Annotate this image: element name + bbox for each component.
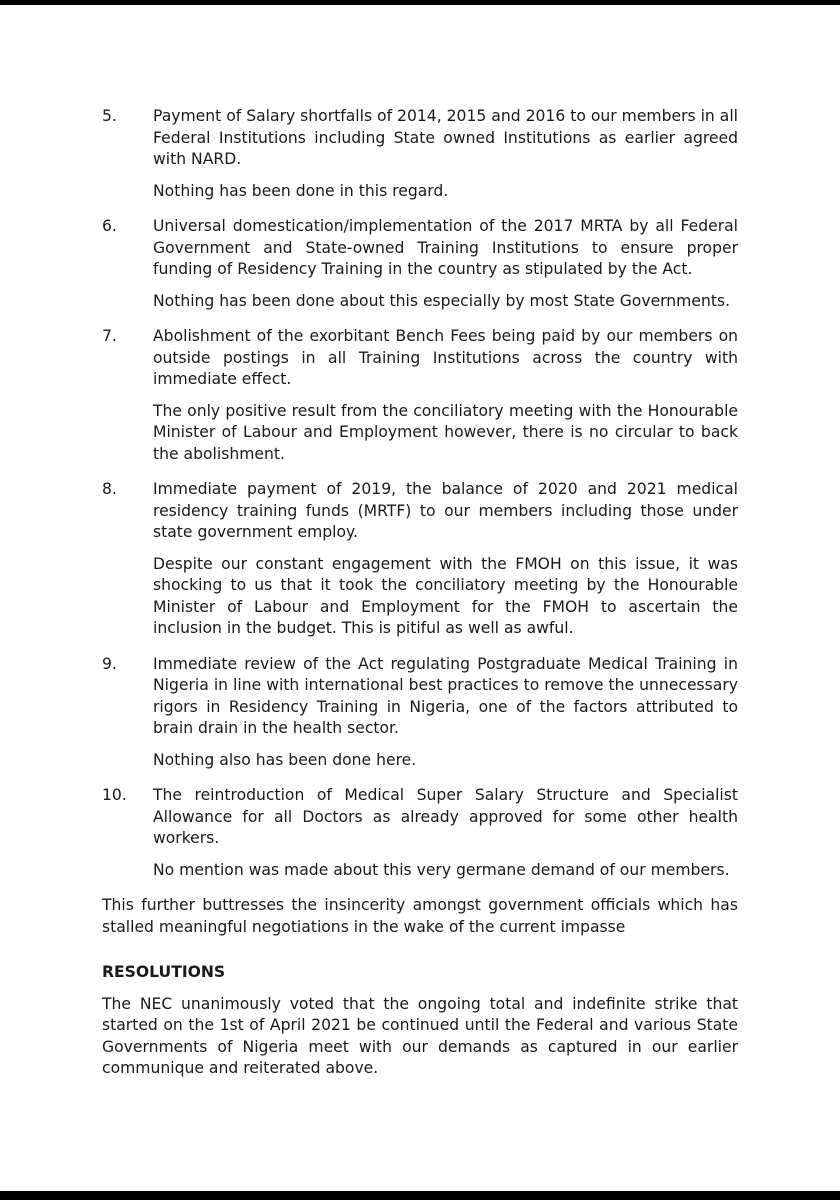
demand-text: Immediate review of the Act regulating Postgraduate Medical Training in Nigeria in line with international best practices to remove the unnecessary rigors in Residency Training in Nigeria, one of the factors attributed to brain drain in the health sector. — [153, 654, 738, 737]
demand-item-6 — [102, 216, 738, 312]
item-number: 6. — [102, 217, 117, 235]
demand-item-8 — [102, 479, 738, 640]
item-number: 10. — [102, 786, 127, 804]
response-text: Nothing also has been done here. — [153, 750, 417, 769]
demand-item-5 — [102, 106, 738, 202]
bottom-edge — [0, 1191, 840, 1200]
response-text: Nothing has been done about this especially by most State Governments. — [153, 291, 731, 310]
resolutions-paragraph: The NEC unanimously voted that the ongoing total and indefinite strike that started on the 1st of April 2021 be continued until the Federal and various State Governments of Nigeria meet with our demands as captured in our earlier communique and reiterated above. — [102, 994, 738, 1077]
item-number: 8. — [102, 480, 117, 498]
demand-item-7 — [102, 326, 738, 465]
response-text: Despite our constant engagement with the FMOH on this issue, it was shocking to us that it took the conciliatory meeting by the Honourable Minister of Labour and Employment for the FMOH to ascertain the inclusion in the budget. This is pitiful as well as awful. — [153, 554, 738, 637]
response-text: No mention was made about this very germane demand of our members. — [153, 860, 730, 879]
summary-paragraph: This further buttresses the insincerity amongst government officials which has stalled meaningful negotiations in the wake of the current impasse — [102, 896, 738, 936]
item-number: 5. — [102, 107, 117, 125]
item-number: 9. — [102, 654, 117, 673]
top-edge — [0, 0, 840, 5]
item-number: 7. — [102, 327, 117, 345]
resolutions-heading: RESOLUTIONS — [102, 963, 226, 981]
demand-item-10 — [102, 785, 738, 881]
response-text: The only positive result from the conciliatory meeting with the Honourable Minister of Labour and Employment however, there is no circular to back the abolishment. — [153, 401, 738, 463]
demand-text: Payment of Salary shortfalls of 2014, 2015 and 2016 to our members in all Federal Institutions including State owned Institutions as earlier agreed with NARD. — [153, 107, 738, 168]
demand-text: Immediate payment of 2019, the balance of 2020 and 2021 medical residency training funds (MRTF) to our members including those under state government employ. — [153, 480, 738, 541]
document-body — [102, 106, 738, 1080]
response-text: Nothing has been done in this regard. — [153, 181, 449, 200]
demand-text: Universal domestication/implementation of the 2017 MRTA by all Federal Government and State-owned Training Institutions to ensure proper funding of Residency Training in the country as stipulated by the Act. — [153, 217, 738, 278]
demand-text: Abolishment of the exorbitant Bench Fees being paid by our members on outside postings in all Training Institutions across the country with immediate effect. — [153, 327, 738, 388]
demand-item-9 — [102, 654, 738, 772]
demand-text: The reintroduction of Medical Super Salary Structure and Specialist Allowance for all Doctors as already approved for some other health workers. — [153, 786, 738, 847]
